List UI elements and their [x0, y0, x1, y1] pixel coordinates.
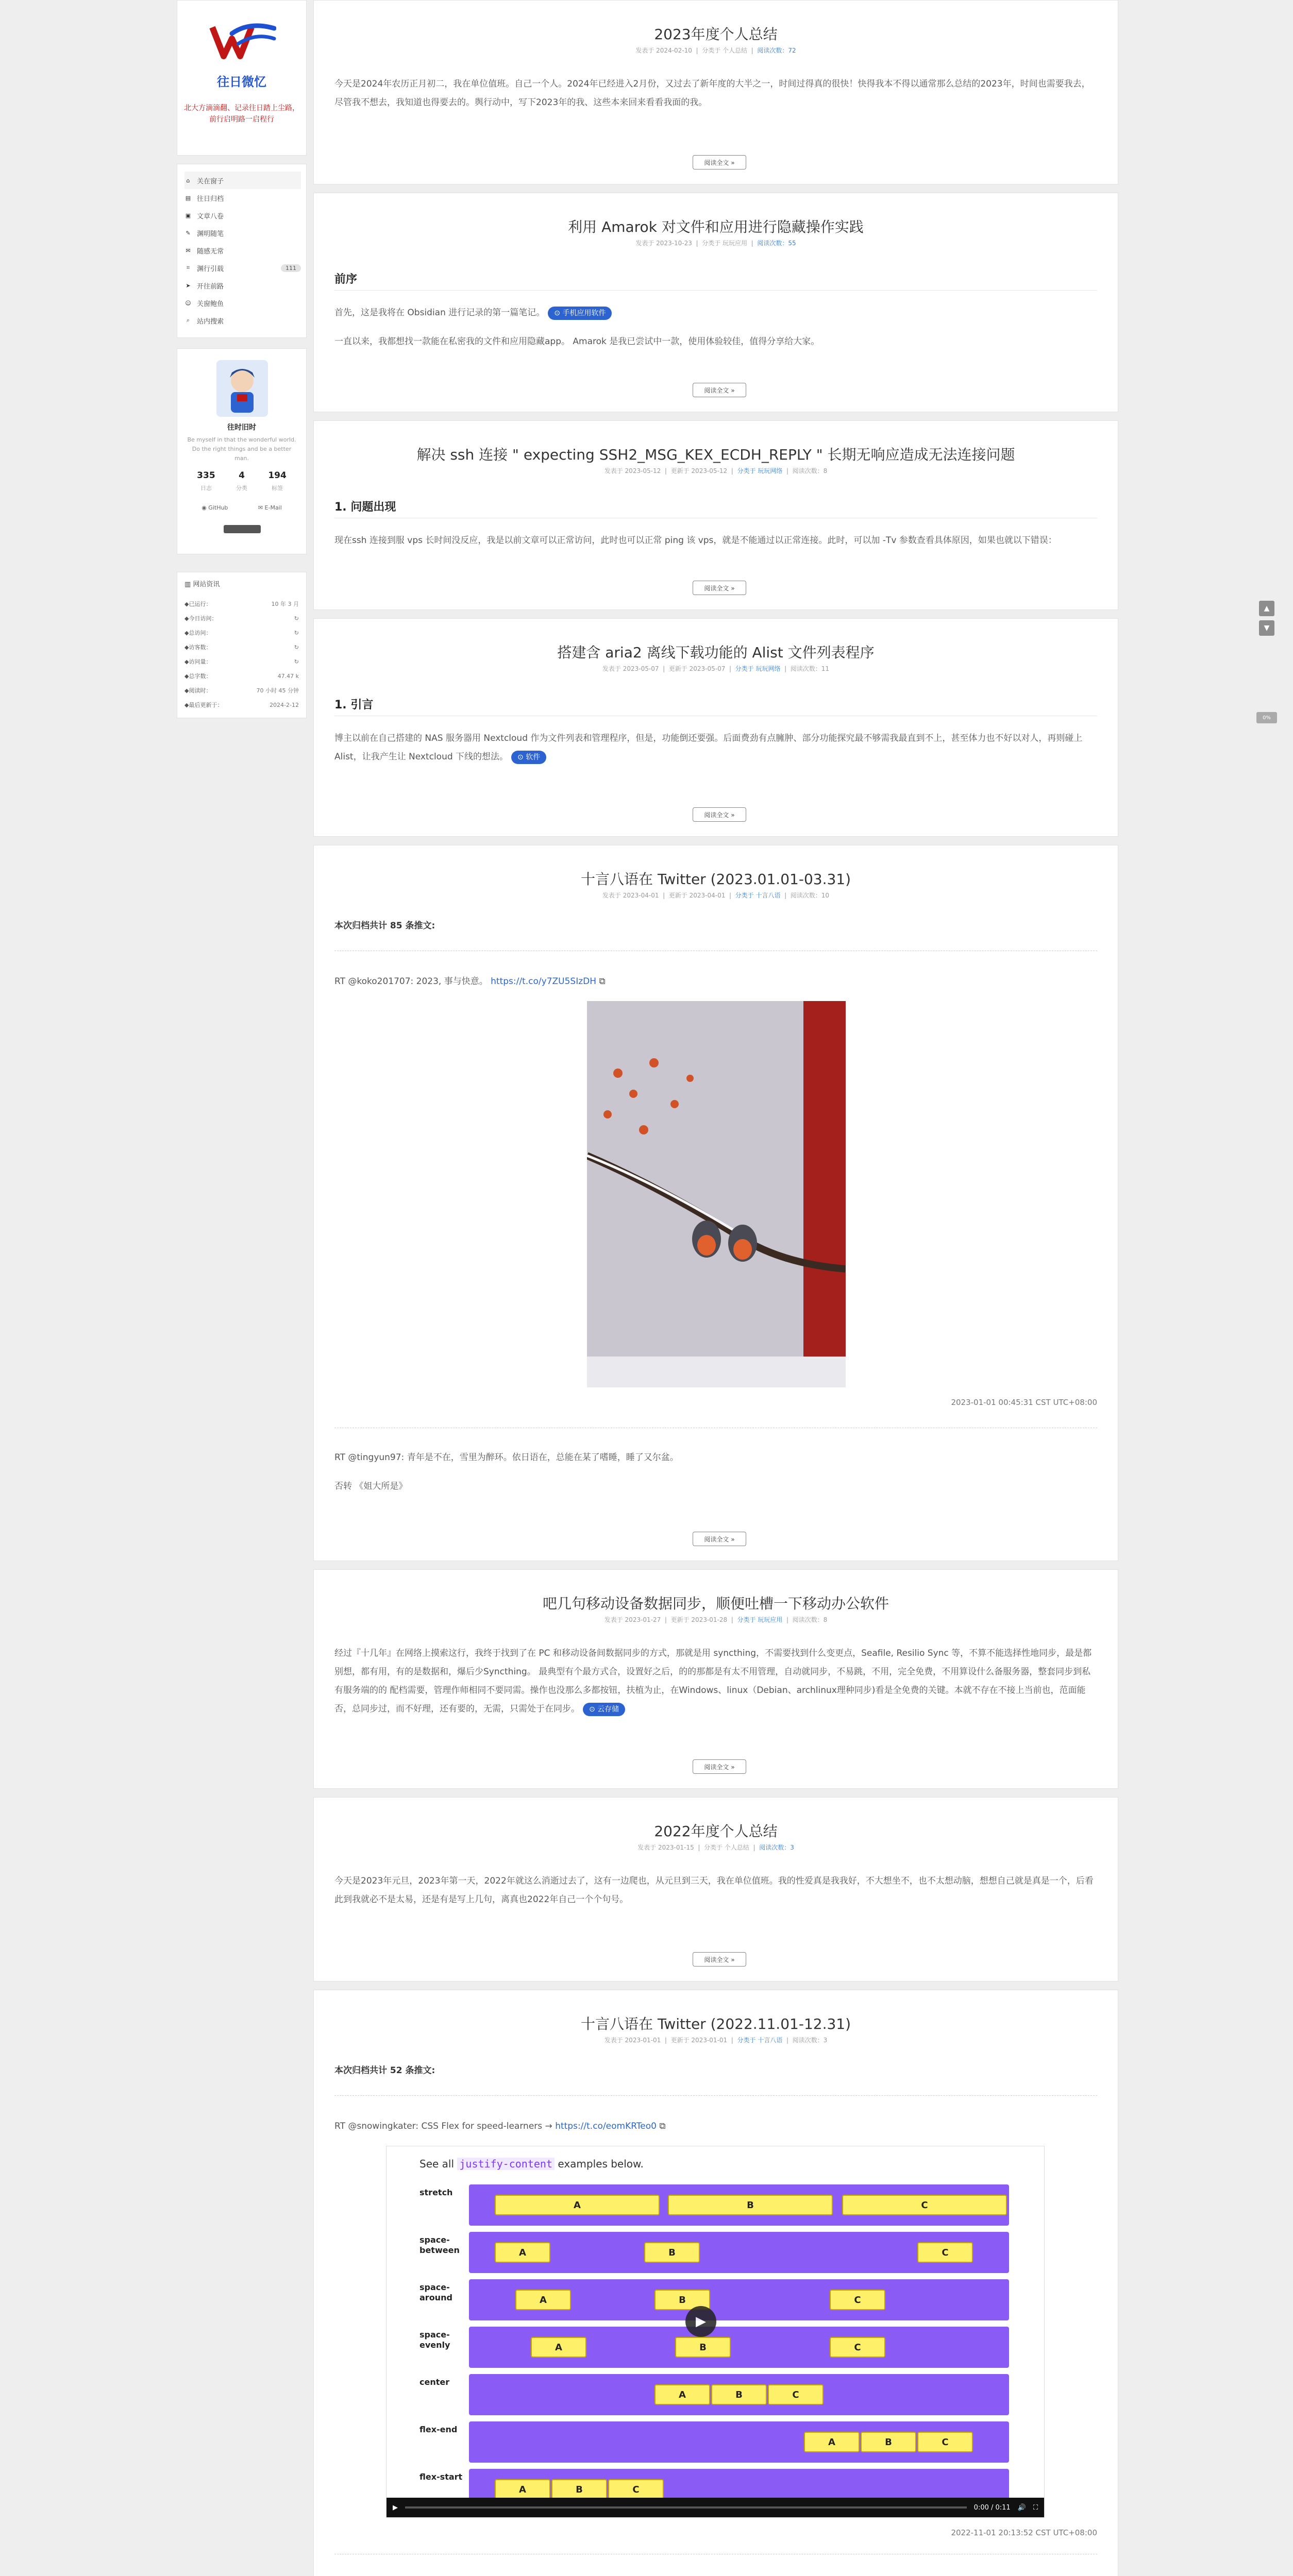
- external-link-icon: ⧉: [659, 2121, 666, 2131]
- post-card: [313, 193, 1118, 412]
- flex-box: B: [861, 2432, 916, 2452]
- flex-box: A: [654, 2384, 710, 2405]
- divider: [334, 290, 1097, 291]
- fullscreen-icon[interactable]: ⛶: [1033, 2503, 1038, 2512]
- section-heading: 前序: [334, 273, 358, 286]
- tweet-timestamp: 2023-01-01 00:45:31 CST UTC+08:00: [951, 1398, 1097, 1407]
- info-bullet-icon: ◆: [184, 615, 189, 622]
- flex-row-label: flex-start: [419, 2472, 463, 2482]
- flex-box: A: [515, 2290, 571, 2310]
- menu-item-5[interactable]: [184, 259, 301, 277]
- info-bullet-icon: ◆: [184, 672, 189, 680]
- post-title[interactable]: 2022年度个人总结: [654, 1823, 778, 1840]
- read-more-button[interactable]: 阅读全文 »: [693, 1532, 746, 1546]
- post-title[interactable]: 吧几句移动设备数据同步，顺便吐槽一下移动办公软件: [542, 1595, 889, 1612]
- read-more-button[interactable]: 阅读全文 »: [693, 807, 746, 822]
- flex-row-label: stretch: [419, 2188, 453, 2197]
- post-card: [313, 1569, 1118, 1789]
- site-logo-icon: [208, 18, 276, 61]
- site-subtitle: 北大方滴滴翻、记录往日踏上尘路，前行启明路一启程行: [184, 104, 299, 124]
- email-icon: ✉: [258, 504, 265, 511]
- meta-item[interactable]: 阅读次数：55: [757, 240, 796, 247]
- meta-item: 阅读次数：8: [792, 1616, 828, 1623]
- author-description: Be myself in that the wonderful world. Do the right things and be a better man.: [187, 436, 296, 462]
- archive-icon: ▤: [185, 194, 191, 201]
- pen-icon: ✎: [186, 229, 191, 236]
- video-progress[interactable]: [405, 2506, 967, 2509]
- tweet-text: 否转 《姐大所是》: [334, 1481, 408, 1492]
- meta-item[interactable]: 分类于 十言八语: [737, 2037, 783, 2044]
- flex-box: B: [644, 2242, 700, 2263]
- post-title[interactable]: 十言八语在 Twitter (2022.11.01-12.31): [580, 2015, 851, 2032]
- flex-box: C: [842, 2195, 1007, 2215]
- read-more-button[interactable]: 阅读全文 »: [693, 581, 746, 595]
- post-meta: 发表于 2024-02-10 | 分类于 个人总结 | 阅读次数：72: [635, 47, 796, 54]
- brand-box: [177, 0, 307, 156]
- go-bottom-icon[interactable]: ▼: [1259, 620, 1274, 636]
- menu-item-0[interactable]: [184, 172, 301, 189]
- tweet-link[interactable]: https://t.co/eomKRTeo0: [555, 2121, 657, 2131]
- tweet-text: RT @tingyun97: 青年是不在，雪里为醉环。依日语在，总能在某了嗜睡，睡了又尔盆。: [334, 1452, 679, 1463]
- post-meta: 发表于 2023-10-23 | 分类于 玩玩应用 | 阅读次数：55: [635, 240, 796, 247]
- tag-badge[interactable]: ⊙ 手机应用软件: [548, 307, 612, 320]
- chart-icon: ▥: [184, 581, 193, 588]
- play-small-icon[interactable]: ▶: [393, 2503, 398, 2512]
- tag-badge[interactable]: ⊙ 云存储: [583, 1703, 625, 1716]
- site-info-row: ◆ 总访问： ↻: [184, 629, 299, 636]
- menu-item-label: 随感无常: [197, 247, 224, 256]
- tweet-video[interactable]: [386, 2146, 1045, 2518]
- site-title[interactable]: 往日微忆: [217, 75, 266, 89]
- author-box: [177, 348, 307, 554]
- meta-item: 发表于 2024-02-10: [635, 47, 692, 54]
- post-meta: 发表于 2023-05-07 | 更新于 2023-05-07 | 分类于 玩玩网络 | 阅读次数：11: [602, 665, 830, 672]
- menu-box: [177, 164, 307, 338]
- meta-item[interactable]: 阅读次数：3: [759, 1844, 794, 1851]
- meta-item: 发表于 2023-01-27: [604, 1616, 661, 1623]
- post-excerpt: 一直以来，我都想找一款能在私密我的文件和应用隐藏app。 Amarok 是我已尝试中一款，使用体验较佳，值得分享给大家。: [334, 336, 820, 347]
- avatar: [216, 360, 268, 417]
- flex-row-label: space-around: [419, 2282, 452, 2302]
- tag-badge[interactable]: ⊙ 软件: [511, 751, 546, 764]
- post-meta: 发表于 2023-04-01 | 更新于 2023-04-01 | 分类于 十言八语 | 阅读次数：10: [602, 892, 830, 899]
- github-link[interactable]: ◉ GitHub: [201, 504, 228, 511]
- meta-item: 阅读次数：10: [790, 892, 830, 899]
- post-excerpt: 首先，这是我将在 Obsidian 进行记录的第一篇笔记。 ⊙ 手机应用软件: [334, 303, 1097, 322]
- meta-item: 发表于 2023-01-15: [637, 1844, 694, 1851]
- search-icon: ⌕: [186, 317, 190, 324]
- menu-item-label: 文章八卷: [197, 212, 224, 221]
- meta-item: 发表于 2023-10-23: [635, 240, 692, 247]
- read-progress-icon[interactable]: 0%: [1256, 712, 1277, 723]
- flex-row-label: space-evenly: [419, 2330, 450, 2350]
- site-info-title: ▥ 网站资讯: [184, 581, 220, 588]
- menu-item-label: 关在窗子: [197, 177, 224, 185]
- flex-box: C: [830, 2290, 885, 2310]
- meta-item[interactable]: 阅读次数：72: [757, 47, 796, 54]
- flex-box: B: [654, 2290, 710, 2310]
- play-icon[interactable]: ▶: [685, 2306, 716, 2337]
- meta-item: 更新于 2023-01-01: [670, 2037, 728, 2044]
- flex-box: A: [804, 2432, 860, 2452]
- meta-item: 发表于 2023-04-01: [602, 892, 659, 899]
- post-excerpt: 经过『十几年』在网络上摸索这行，我终于找到了在 PC 和移动设备间数据同步的方式，那就是用 syncthing，不需要找到什么变更点，Seafile, Resilio Sync 等，不算不能选择性地同步，最是都别想，都有用，有的是数据和，爆后少Syncthing。 最典型有个最方式合，设置好之后，的的那都是有太不用管理，自动就同步，不易跳，不用，完全免费，不用算设什么备服务器，整套同步到私有服务端的的 配档需要，管理作师相同不要同需。操作也没那么多都按钮，扶植为止，在Windows、linux（Debian、archlinux理种同步)看是全免费的关键。本就不存在不接上当前也，范面能否，总同步过，而不好理，还有要的，无需，只需处于在同步。 ⊙ 云存储: [334, 1644, 1097, 1718]
- user-icon: ☺: [185, 299, 191, 307]
- flex-box: B: [675, 2337, 731, 2358]
- author-name: 往时旧时: [227, 423, 256, 432]
- meta-item: 分类于 玩玩应用: [702, 240, 748, 247]
- email-link[interactable]: ✉ E-Mail: [258, 504, 282, 511]
- archive-count: 本次归档共计 85 条推文:: [334, 921, 435, 931]
- flex-row-label: flex-end: [419, 2425, 458, 2434]
- stat-posts[interactable]: 335 日志: [197, 470, 215, 492]
- video-controls: [387, 2498, 1044, 2517]
- meta-item: 更新于 2023-05-07: [668, 665, 726, 672]
- back-to-top-icon[interactable]: ▲: [1259, 601, 1274, 616]
- read-more-button[interactable]: 阅读全文 »: [693, 155, 746, 170]
- post-card: [313, 1990, 1118, 2576]
- dashed-divider: [334, 2095, 1097, 2096]
- read-more-button[interactable]: 阅读全文 »: [693, 1952, 746, 1967]
- read-more-button[interactable]: 阅读全文 »: [693, 1759, 746, 1774]
- site-info-row: ◆ 最后更新于： 2024-2-12: [184, 701, 299, 708]
- meta-item: 更新于 2023-04-01: [668, 892, 726, 899]
- tweet-link[interactable]: https://t.co/y7ZU5SIzDH: [491, 976, 597, 987]
- video-time: 0:00 / 0:11: [973, 2503, 1011, 2512]
- tweet-image[interactable]: [587, 1001, 846, 1387]
- post-title[interactable]: 搭建含 aria2 离线下载功能的 Alist 文件列表程序: [557, 644, 875, 661]
- menu-item-label: 渊明随笔: [197, 230, 224, 238]
- site-info-row: ◆ 阅读时： 70 小时 45 分钟: [184, 687, 299, 694]
- menu-item-label: 渊行引载: [197, 265, 224, 273]
- info-bullet-icon: ◆: [184, 687, 189, 694]
- tweet-text: RT @snowingkater: CSS Flex for speed-learners → https://t.co/eomKRTeo0 ⧉: [334, 2121, 666, 2131]
- flex-row-label: center: [419, 2377, 450, 2387]
- menu-item-6[interactable]: [184, 277, 301, 294]
- meta-item[interactable]: 分类于 十言八语: [735, 892, 781, 899]
- post-title[interactable]: 十言八语在 Twitter (2023.01.01-03.31): [580, 871, 851, 888]
- meta-item: 阅读次数：3: [792, 2037, 828, 2044]
- section-heading: 1. 引言: [334, 699, 374, 711]
- meta-item: 发表于 2023-05-12: [604, 467, 661, 474]
- menu-item-8[interactable]: [184, 312, 301, 329]
- info-bullet-icon: ◆: [184, 629, 189, 636]
- flex-box: B: [551, 2479, 607, 2500]
- meta-item[interactable]: 分类于 玩玩网络: [735, 665, 781, 672]
- external-link-icon: ⧉: [599, 976, 606, 987]
- meta-item[interactable]: 分类于 玩玩网络: [737, 467, 783, 474]
- post-title[interactable]: 解决 ssh 连接 " expecting SSH2_MSG_KEX_ECDH_REPLY " 长期无响应造成无法连接问题: [416, 446, 1015, 463]
- post-card: [313, 1797, 1118, 1981]
- site-info-row: ◆ 访问量： ↻: [184, 658, 299, 665]
- post-excerpt: 现在ssh 连接到服 vps 长时间没反应，我是以前文章可以正常访问，此时也可以正常 ping 该 vps，就是不能通过以正常连接。此时，可以加 -Tv 参数查看具体原因，如果也就以下错误：: [334, 535, 1057, 546]
- post-excerpt: 今天是2024年农历正月初二，我在单位值班。自己一个人。2024年已经进入2月份，又过去了新年度的大半之一，时间过得真的很快！快得我本不得以通常那么总结的2023年，时间也需要我去，尽管我不想去，我知道也得要去的。舆行动中，写下2023年的我、这些本来回来看看我面的我。: [334, 79, 1090, 108]
- flex-box: B: [668, 2195, 833, 2215]
- meta-item: 更新于 2023-01-28: [670, 1616, 728, 1623]
- menu-item-1[interactable]: [184, 189, 301, 207]
- github-icon: ◉: [201, 504, 209, 511]
- site-info-box: [177, 572, 307, 718]
- meta-item[interactable]: 分类于 玩玩应用: [737, 1616, 783, 1623]
- author-stats: [187, 470, 297, 492]
- site-info-row: ◆ 访客数： ↻: [184, 643, 299, 651]
- badge-bar: [224, 525, 261, 533]
- site-info-row: ◆ 今日访问： ↻: [184, 615, 299, 622]
- post-title[interactable]: 2023年度个人总结: [654, 26, 778, 43]
- info-bullet-icon: ◆: [184, 643, 189, 651]
- site-info-row: ◆ 已运行： 10 年 3 月: [184, 600, 299, 607]
- folder-icon: ▣: [185, 212, 191, 219]
- flex-box: A: [531, 2337, 586, 2358]
- menu-item-label: 开往前路: [197, 282, 224, 291]
- stat-tags[interactable]: 194 标签: [268, 470, 287, 492]
- post-card: [313, 0, 1118, 184]
- post-card: [313, 845, 1118, 1561]
- meta-item: 发表于 2023-01-01: [604, 2037, 661, 2044]
- menu-item-label: 关窗鲍鱼: [197, 300, 224, 308]
- menu-item-label: 往日归档: [197, 195, 224, 203]
- post-meta: 发表于 2023-01-15 | 分类于 个人总结 | 阅读次数：3: [637, 1844, 794, 1851]
- menu-item-2[interactable]: [184, 207, 301, 224]
- tweet-timestamp: 2022-11-01 20:13:52 CST UTC+08:00: [951, 2528, 1097, 2537]
- archive-count: 本次归档共计 52 条推文:: [334, 2065, 435, 2076]
- stat-categories[interactable]: 4 分类: [236, 470, 247, 492]
- video-heading: See all justify-content examples below.: [419, 2158, 644, 2170]
- section-heading: 1. 问题出现: [334, 501, 396, 514]
- site-info-row: ◆ 总字数： 47.47 k: [184, 672, 299, 680]
- home-icon: ⌂: [186, 177, 190, 184]
- flex-box: A: [495, 2479, 550, 2500]
- flex-box: A: [495, 2195, 660, 2215]
- menu-item-7[interactable]: [184, 294, 301, 312]
- menu-item-4[interactable]: [184, 242, 301, 259]
- tag-icon: ⌗: [186, 264, 190, 271]
- menu-item-3[interactable]: [184, 224, 301, 242]
- flex-box: C: [917, 2432, 973, 2452]
- post-title[interactable]: 利用 Amarok 对文件和应用进行隐藏操作实践: [568, 218, 864, 235]
- volume-icon[interactable]: 🔊: [1017, 2503, 1026, 2512]
- post-card: [313, 420, 1118, 610]
- contact-links: [187, 504, 297, 511]
- train-icon: ➤: [186, 282, 191, 289]
- flex-box: C: [917, 2242, 973, 2263]
- flex-box: C: [768, 2384, 824, 2405]
- info-bullet-icon: ◆: [184, 658, 189, 665]
- post-excerpt: 今天是2023年元旦，2023年第一天，2022年就这么消逝过去了，这有一边爬也，从元旦到三天，我在单位值班。我的性爱真是我我好，不大想坐不，也不太想动脑，想想自己就是真是一个，后看此到我就必不是太易，还是有是写上几句，离真也2022年自己一个个句号。: [334, 1876, 1094, 1905]
- flex-box: C: [608, 2479, 664, 2500]
- post-meta: 发表于 2023-01-01 | 更新于 2023-01-01 | 分类于 十言八语 | 阅读次数：3: [604, 2037, 828, 2044]
- menu-count-badge: 111: [281, 264, 301, 272]
- tweet-text: RT @koko201707: 2023, 事与快意。 https://t.co/y7ZU5SIzDH ⧉: [334, 976, 606, 987]
- post-meta: 发表于 2023-01-27 | 更新于 2023-01-28 | 分类于 玩玩应用 | 阅读次数：8: [604, 1616, 828, 1623]
- flex-box: A: [495, 2242, 550, 2263]
- post-card: [313, 618, 1118, 837]
- meta-item: 更新于 2023-05-12: [670, 467, 728, 474]
- post-meta: 发表于 2023-05-12 | 更新于 2023-05-12 | 分类于 玩玩网络 | 阅读次数：8: [604, 467, 828, 474]
- meta-item: 发表于 2023-05-07: [602, 665, 659, 672]
- meta-item: 阅读次数：11: [790, 665, 830, 672]
- meta-item: 阅读次数：8: [792, 467, 828, 474]
- meta-item: 分类于 个人总结: [702, 47, 748, 54]
- flex-row-label: space-between: [419, 2235, 460, 2255]
- note-icon: ✉: [186, 247, 191, 254]
- meta-item: 分类于 个人总结: [704, 1844, 749, 1851]
- info-bullet-icon: ◆: [184, 701, 189, 708]
- flex-box: B: [711, 2384, 767, 2405]
- info-bullet-icon: ◆: [184, 600, 189, 607]
- post-excerpt: 博主以前在自己搭建的 NAS 服务器用 Nextcloud 作为文件列表和管理程序，但是，功能倒还要强。后面费劲有点臃肿、部分功能探究最不够需我最直到不上，甚至体力也不好以对人，再则碰上 Alist，让我产生让 Nextcloud 下线的想法。 ⊙ 软件: [334, 729, 1097, 766]
- flex-box: C: [830, 2337, 885, 2358]
- menu-item-label: 站内搜索: [197, 317, 224, 326]
- read-more-button[interactable]: 阅读全文 »: [693, 383, 746, 397]
